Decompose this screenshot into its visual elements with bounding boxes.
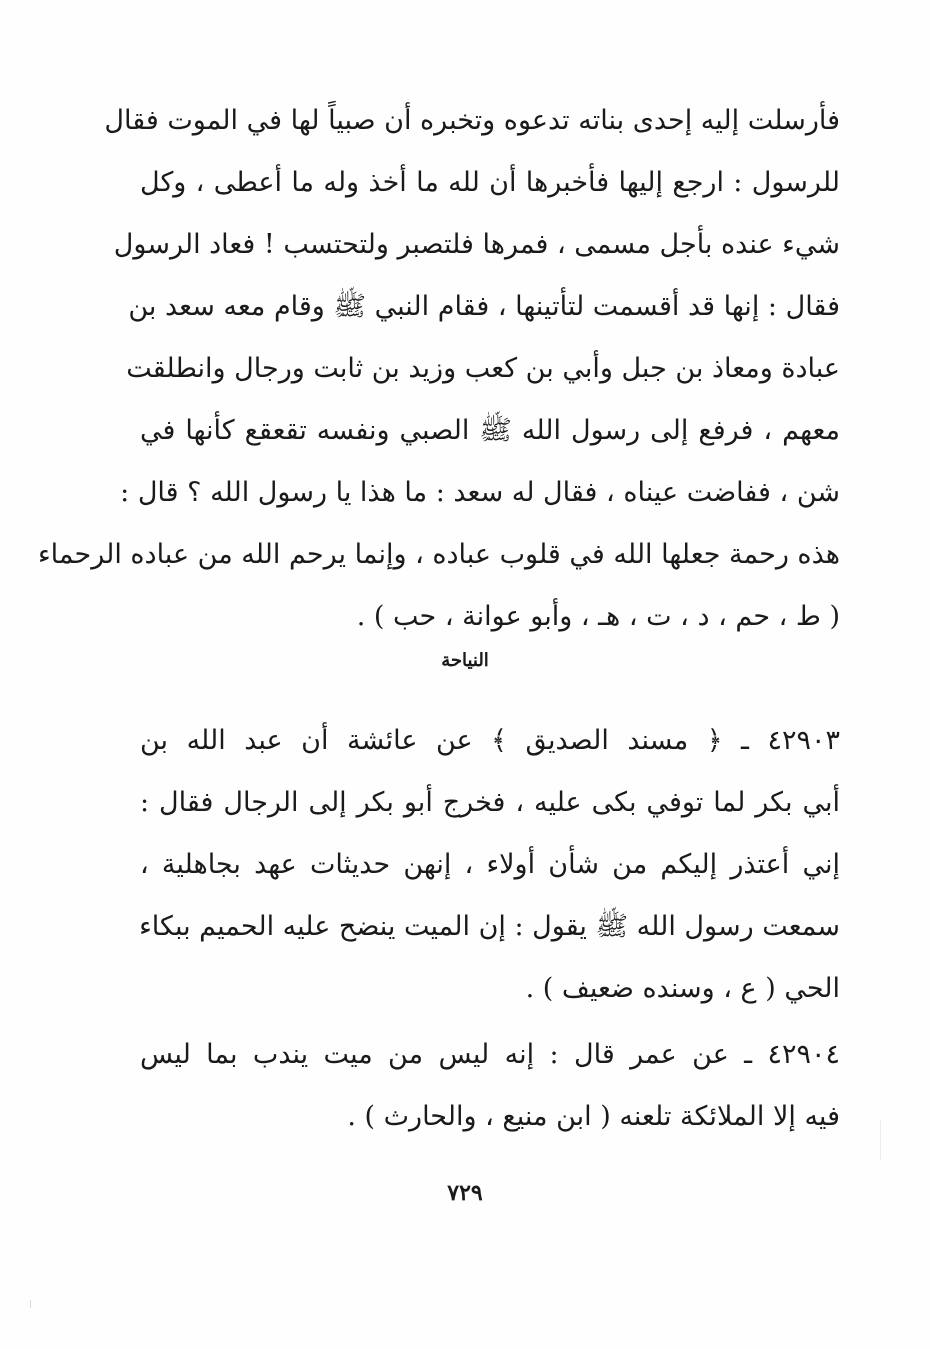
text-line: ( ط ، حم ، د ، ت ، هـ ، وأبو عوانة ، حب ) .	[356, 601, 840, 632]
paragraph-hadith-42903	[140, 710, 840, 1020]
text-line: عبادة ومعاذ بن جبل وأبي بن كعب وزيد بن ثابت ورجال وانطلقت	[126, 353, 840, 384]
text-line: للرسول : ارجع إليها فأخبرها أن لله ما أخذ وله ما أعطى ، وكل	[140, 167, 840, 198]
text-line: الحي ( ع ، وسنده ضعيف ) .	[525, 973, 840, 1004]
scan-artifact-line	[880, 1120, 881, 1160]
section-heading: النياحة	[441, 650, 489, 671]
text-line: أبي بكر لما توفي بكى عليه ، فخرج أبو بكر إلى الرجال فقال :	[140, 787, 840, 818]
paragraph-hadith-42904	[140, 1024, 840, 1148]
text-line: شيء عنده بأجل مسمى ، فمرها فلتصبر ولتحتسب ! فعاد الرسول	[113, 229, 840, 260]
text-line: إني أعتذر إليكم من شأن أولاء ، إنهن حديثات عهد بجاهلية ،	[140, 849, 840, 880]
text-line: ٤٢٩٠٤ ـ عن عمر قال : إنه ليس من ميت يندب بما ليس	[140, 1039, 840, 1070]
page-number: ٧٢٩	[447, 1180, 483, 1206]
text-line: معهم ، فرفع إلى رسول الله ﷺ الصبي ونفسه تقعقع كأنها في	[140, 415, 840, 446]
text-line: فأرسلت إليه إحدى بناته تدعوه وتخبره أن صبياً لها في الموت فقال	[104, 105, 840, 136]
text-line: فيه إلا الملائكة تلعنه ( ابن منيع ، والحارث ) .	[347, 1101, 840, 1132]
text-line: شن ، ففاضت عيناه ، فقال له سعد : ما هذا يا رسول الله ؟ قال :	[120, 477, 840, 508]
text-line: فقال : إنها قد أقسمت لتأتينها ، فقام النبي ﷺ وقام معه سعد بن	[128, 291, 840, 322]
paragraph-hadith-continuation	[37, 90, 840, 648]
scan-artifact-mark	[30, 1300, 31, 1308]
text-line: هذه رحمة جعلها الله في قلوب عباده ، وإنما يرحم الله من عباده الرحماء	[37, 539, 840, 570]
text-line: ٤٢٩٠٣ ـ ﴿ مسند الصديق ﴾ عن عائشة أن عبد الله بن	[140, 725, 840, 756]
text-line: سمعت رسول الله ﷺ يقول : إن الميت ينضح عليه الحميم ببكاء	[139, 911, 840, 942]
